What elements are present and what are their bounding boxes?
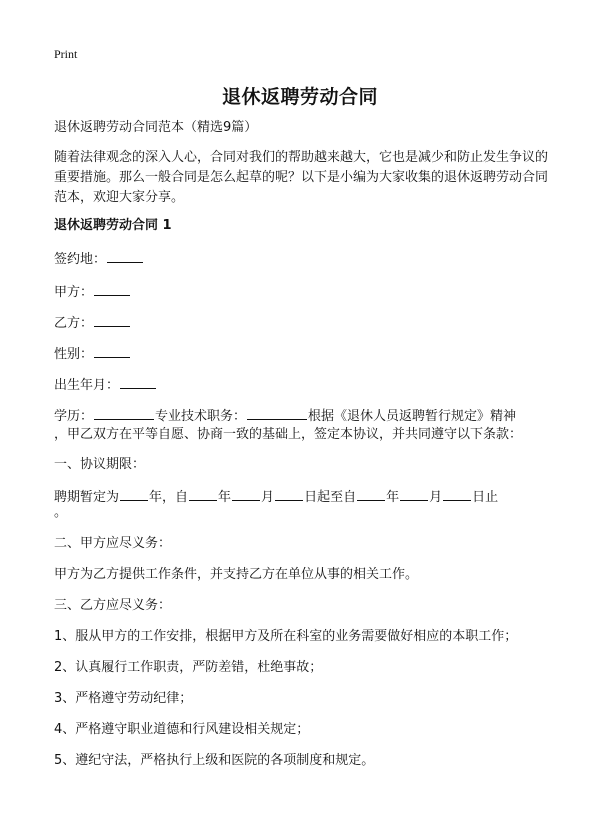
section-title: 退休返聘劳动合同 1 bbox=[54, 218, 172, 233]
blank-line bbox=[94, 312, 130, 327]
term-text: 年 bbox=[386, 490, 400, 505]
education-line bbox=[54, 405, 516, 427]
clause3-item: 1、服从甲方的工作安排，根据甲方及所在科室的业务需要做好相应的本职工作； bbox=[54, 629, 518, 644]
clause1-heading: 一、协议期限： bbox=[54, 457, 146, 472]
field-party-a bbox=[54, 281, 131, 303]
blank-line bbox=[189, 486, 217, 501]
term-text: 月 bbox=[429, 490, 443, 505]
blank-line bbox=[443, 486, 471, 501]
field-party-b bbox=[54, 312, 131, 334]
term-line bbox=[54, 486, 498, 508]
term-text: 年 bbox=[218, 490, 232, 505]
clause3-item: 3、严格遵守劳动纪律； bbox=[54, 691, 193, 706]
blank-line bbox=[94, 343, 130, 358]
clause3-item: 4、严格遵守职业道德和行风建设相关规定； bbox=[54, 722, 310, 737]
field-gender bbox=[54, 343, 131, 365]
term-text: 月 bbox=[261, 490, 275, 505]
title-label: 专业技术职务： bbox=[155, 409, 247, 424]
blank-line bbox=[400, 486, 428, 501]
blank-line bbox=[107, 248, 143, 263]
blank-line bbox=[232, 486, 260, 501]
blank-line bbox=[247, 405, 307, 420]
document-subtitle: 退休返聘劳动合同范本（精选9篇） bbox=[54, 120, 258, 135]
field-label: 性别： bbox=[54, 347, 94, 362]
field-label: 乙方： bbox=[54, 316, 94, 331]
field-sign-place bbox=[54, 248, 144, 270]
blank-line bbox=[357, 486, 385, 501]
term-text: 日止 bbox=[472, 490, 499, 505]
education-label: 学历： bbox=[54, 409, 94, 424]
education-line-2: ，甲乙双方在平等自愿、协商一致的基础上，签定本协议，并共同遵守以下条款： bbox=[54, 427, 523, 442]
clause2-heading: 二、甲方应尽义务： bbox=[54, 536, 172, 551]
intro-paragraph: 随着法律观念的深入人心，合同对我们的帮助越来越大，它也是减少和防止发生争议的重要措施。那么一般合同是怎么起草的呢？以下是小编为大家收集的退休返聘劳动合同范本，欢迎大家分享。 bbox=[54, 150, 549, 205]
clause3-heading: 三、乙方应尽义务： bbox=[54, 598, 172, 613]
document-title: 退休返聘劳动合同 bbox=[221, 86, 378, 108]
term-text: 年，自 bbox=[149, 490, 189, 505]
field-label: 签约地： bbox=[54, 252, 107, 267]
field-birth bbox=[54, 374, 157, 396]
print-link[interactable]: Print bbox=[54, 47, 78, 61]
blank-line bbox=[275, 486, 303, 501]
education-tail: 根据《退休人员返聘暂行规定》精神 bbox=[308, 409, 517, 424]
clause2-text: 甲方为乙方提供工作条件，并支持乙方在单位从事的相关工作。 bbox=[54, 567, 419, 582]
field-label: 甲方： bbox=[54, 285, 94, 300]
term-text: 聘期暂定为 bbox=[54, 490, 120, 505]
clause3-item: 2、认真履行工作职责，严防差错，杜绝事故； bbox=[54, 660, 323, 675]
blank-line bbox=[120, 374, 156, 389]
term-line-end: 。 bbox=[54, 505, 68, 520]
blank-line bbox=[120, 486, 148, 501]
blank-line bbox=[94, 405, 154, 420]
term-text: 日起至自 bbox=[304, 490, 357, 505]
clause3-item: 5、遵纪守法，严格执行上级和医院的各项制度和规定。 bbox=[54, 753, 375, 768]
blank-line bbox=[94, 281, 130, 296]
field-label: 出生年月： bbox=[54, 378, 120, 393]
